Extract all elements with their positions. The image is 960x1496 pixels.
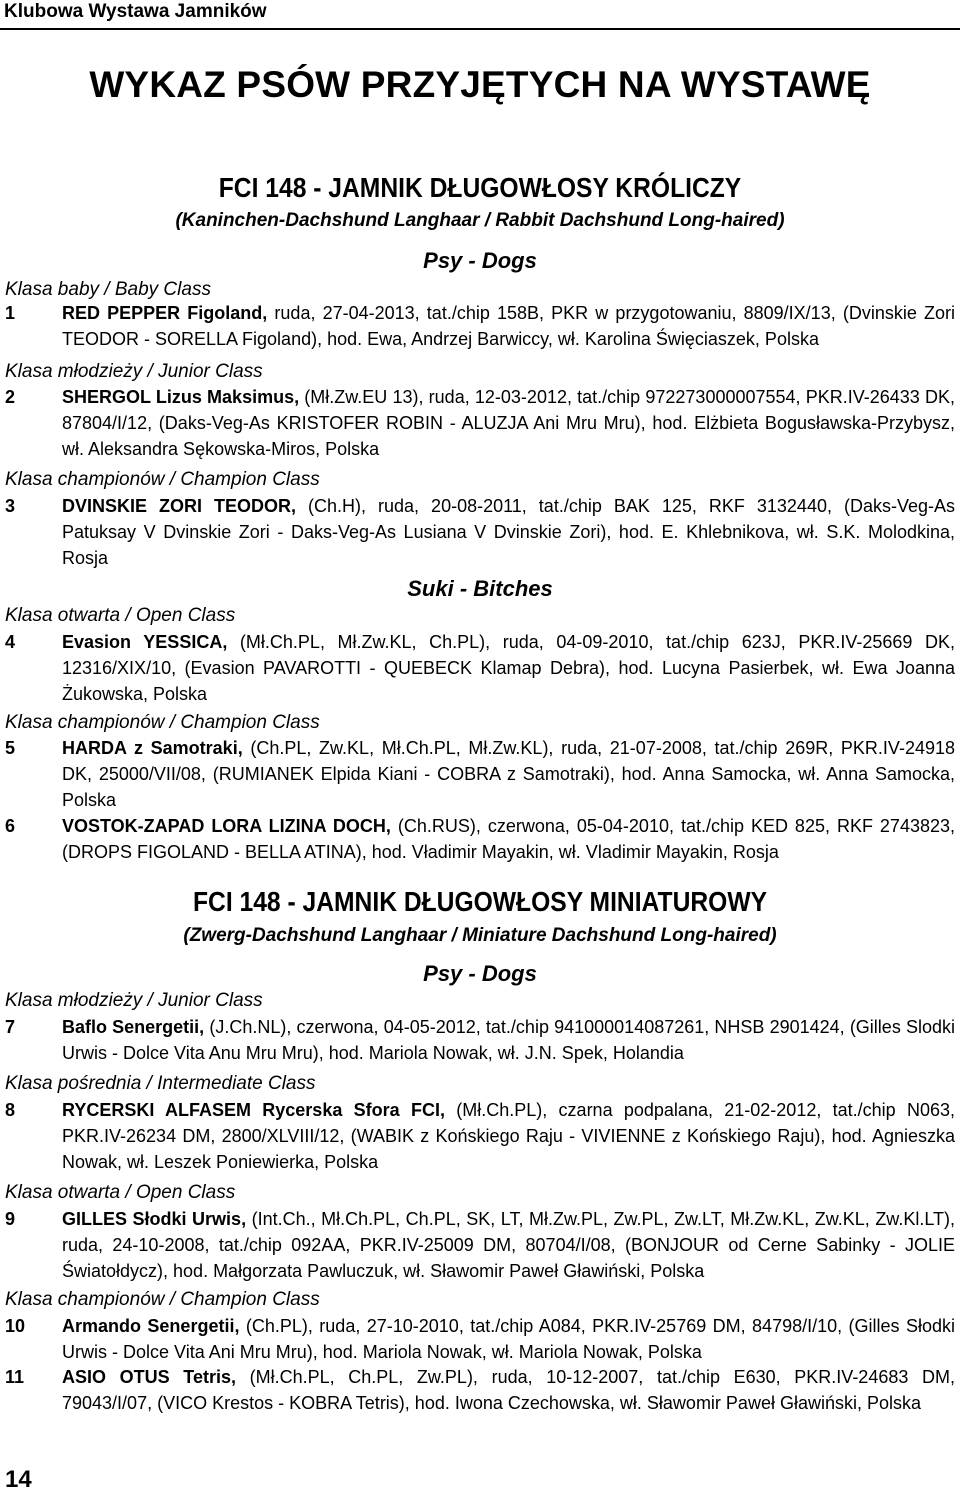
entry-details: (Ch.RUS), czerwona, 05-04-2010, tat./chip KED 825, RKF 2743823, (DROPS FIGOLAND - BELLA ATINA), hod. Vładimir Mayakin, wł. Vladimir Mayakin, Rosja bbox=[62, 816, 955, 862]
entry-body bbox=[62, 1097, 955, 1175]
entry-details: (Int.Ch., Mł.Ch.PL, Ch.PL, SK, LT, Mł.Zw.PL, Zw.PL, Zw.LT, Mł.Zw.KL, Zw.KL, Zw.Kl.LT), ruda, 24-10-2008, tat./chip 092AA, PKR.IV-25009 DM, 80704/I/08, (BONJOUR od Cerne Sabinky - JOLIE Światołdycz), hod. Małgorzata Pawluczuk, wł. Sławomir Paweł Gławiński, Polska bbox=[62, 1209, 955, 1281]
dog-name: ASIO OTUS Tetris, bbox=[62, 1367, 236, 1387]
dog-name: HARDA z Samotraki, bbox=[62, 738, 243, 758]
entry-details: (Ch.H), ruda, 20-08-2011, tat./chip BAK 125, RKF 3132440, (Daks-Veg-As Patuksay V Dvinskie Zori - Daks-Veg-As Lusiana V Dvinskie Zori), hod. E. Khlebnikova, wł. S.K. Molodkina, Rosja bbox=[62, 496, 955, 568]
class-heading-champion: Klasa championów / Champion Class bbox=[5, 469, 320, 490]
dog-name: Evasion YESSICA, bbox=[62, 632, 228, 652]
entry-number: 7 bbox=[5, 1017, 16, 1037]
entry-number: 2 bbox=[5, 387, 16, 407]
dog-name: GILLES Słodki Urwis, bbox=[62, 1209, 247, 1229]
breed-subtitle-miniature: (Zwerg-Dachshund Langhaar / Miniature Dachshund Long-haired) bbox=[183, 925, 777, 946]
breed-title-rabbit: FCI 148 - JAMNIK DŁUGOWŁOSY KRÓLICZY bbox=[218, 172, 742, 203]
entry-number: 4 bbox=[5, 632, 16, 652]
entry-body bbox=[62, 735, 955, 813]
class-heading-junior: Klasa młodzieży / Junior Class bbox=[5, 361, 263, 382]
header-title: Klubowa Wystawa Jamników bbox=[4, 1, 267, 22]
entry-body bbox=[62, 629, 955, 707]
entry-number: 10 bbox=[5, 1316, 26, 1336]
entry-number: 11 bbox=[5, 1367, 25, 1387]
dog-name: VOSTOK-ZAPAD LORA LIZINA DOCH, bbox=[62, 816, 391, 836]
entry-details: (J.Ch.NL), czerwona, 04-05-2012, tat./chip 941000014087261, NHSB 2901424, (Gilles Slodki Urwis - Dolce Vita Anu Mru Mru), hod. Mariola Nowak, wł. J.N. Spek, Holandia bbox=[62, 1017, 955, 1063]
entry-details: (Ch.PL, Zw.KL, Mł.Ch.PL, Mł.Zw.KL), ruda, 21-07-2008, tat./chip 269R, PKR.IV-24918 DK, 25000/VII/08, (RUMIANEK Elpida Kiani - COBRA z Samotraki), hod. Anna Samocka, wł. Anna Samocka, Polska bbox=[62, 738, 955, 810]
entry-details: (Mł.Ch.PL, Ch.PL, Zw.PL), ruda, 10-12-2007, tat./chip E630, PKR.IV-24683 DM, 79043/I/07, (VICO Krestos - KOBRA Tetris), hod. Iwona Czechowska, wł. Sławomir Paweł Gławiński, Polska bbox=[62, 1367, 955, 1413]
entry-details: ruda, 27-04-2013, tat./chip 158B, PKR w przygotowaniu, 8809/IX/13, (Dvinskie Zori TEODOR - SORELLA Figoland), hod. Ewa, Andrzej Barwiccy, wł. Karolina Święciaszek, Polska bbox=[62, 303, 955, 349]
sex-heading-dogs: Psy - Dogs bbox=[423, 248, 537, 273]
entry-number: 8 bbox=[5, 1100, 16, 1120]
sex-heading-bitches: Suki - Bitches bbox=[407, 576, 553, 601]
dog-name: RED PEPPER Figoland, bbox=[62, 303, 268, 323]
dog-name: Armando Senergetii, bbox=[62, 1316, 240, 1336]
page-header bbox=[0, 0, 960, 30]
class-heading-junior: Klasa młodzieży / Junior Class bbox=[5, 990, 263, 1011]
entry-details: (Mł.Ch.PL), czarna podpalana, 21-02-2012, tat./chip N063, PKR.IV-26234 DM, 2800/XLVIII/12, (WABIK z Końskiego Raju - VIVIENNE z Końskiego Raju), hod. Agnieszka Nowak, wł. Leszek Poniewierka, Polska bbox=[62, 1100, 955, 1172]
class-heading-champion: Klasa championów / Champion Class bbox=[5, 1289, 320, 1310]
breed-title-miniature: FCI 148 - JAMNIK DŁUGOWŁOSY MINIATUROWY bbox=[192, 886, 768, 917]
entry-number: 6 bbox=[5, 816, 16, 836]
entry-body bbox=[62, 384, 955, 462]
entry-body bbox=[62, 1206, 955, 1284]
entry-number: 3 bbox=[5, 496, 16, 516]
dog-name: RYCERSKI ALFASEM Rycerska Sfora FCI, bbox=[62, 1100, 445, 1120]
entry-details: (Mł.Zw.EU 13), ruda, 12-03-2012, tat./chip 972273000007554, PKR.IV-26433 DK, 87804/I/12, (Daks-Veg-As KRISTOFER ROBIN - ALUZJA Ani Mru Mru), hod. Elżbieta Bogusławska-Przybysz, wł. Aleksandra Sękowska-Miros, Polska bbox=[62, 387, 955, 459]
entry-details: (Mł.Ch.PL, Mł.Zw.KL, Ch.PL), ruda, 04-09-2010, tat./chip 623J, PKR.IV-25669 DK, 12316/XIX/10, (Evasion PAVAROTTI - QUEBECK Klamap Debra), hod. Lucyna Pasierbek, wł. Ewa Joanna Żukowska, Polska bbox=[62, 632, 955, 704]
entry-body bbox=[62, 1313, 955, 1365]
class-heading-open: Klasa otwarta / Open Class bbox=[5, 605, 236, 626]
main-title: WYKAZ PSÓW PRZYJĘTYCH NA WYSTAWĘ bbox=[89, 64, 871, 105]
entry-body bbox=[62, 300, 955, 352]
entry-body bbox=[62, 1014, 955, 1066]
entry-body bbox=[62, 493, 955, 571]
page-number: 14 bbox=[5, 1466, 32, 1493]
breed-subtitle-rabbit: (Kaninchen-Dachshund Langhaar / Rabbit Dachshund Long-haired) bbox=[175, 210, 785, 231]
entry-body bbox=[62, 813, 955, 865]
dog-name: DVINSKIE ZORI TEODOR, bbox=[62, 496, 297, 516]
class-heading-champion: Klasa championów / Champion Class bbox=[5, 712, 320, 733]
entry-number: 9 bbox=[5, 1209, 16, 1229]
sex-heading-dogs: Psy - Dogs bbox=[423, 961, 537, 986]
entry-number: 5 bbox=[5, 738, 16, 758]
entry-details: (Ch.PL), ruda, 27-10-2010, tat./chip A084, PKR.IV-25769 DM, 84798/I/10, (Gilles Słodki Urwis - Dolce Vita Ani Mru Mru), hod. Mariola Nowak, wł. Mariola Nowak, Polska bbox=[62, 1316, 955, 1362]
dog-name: Baflo Senergetii, bbox=[62, 1017, 205, 1037]
entry-number: 1 bbox=[5, 303, 16, 323]
class-heading-baby: Klasa baby / Baby Class bbox=[5, 279, 211, 300]
dog-name: SHERGOL Lizus Maksimus, bbox=[62, 387, 300, 407]
class-heading-open: Klasa otwarta / Open Class bbox=[5, 1182, 236, 1203]
entry-body bbox=[62, 1364, 955, 1416]
class-heading-intermediate: Klasa pośrednia / Intermediate Class bbox=[5, 1073, 316, 1094]
